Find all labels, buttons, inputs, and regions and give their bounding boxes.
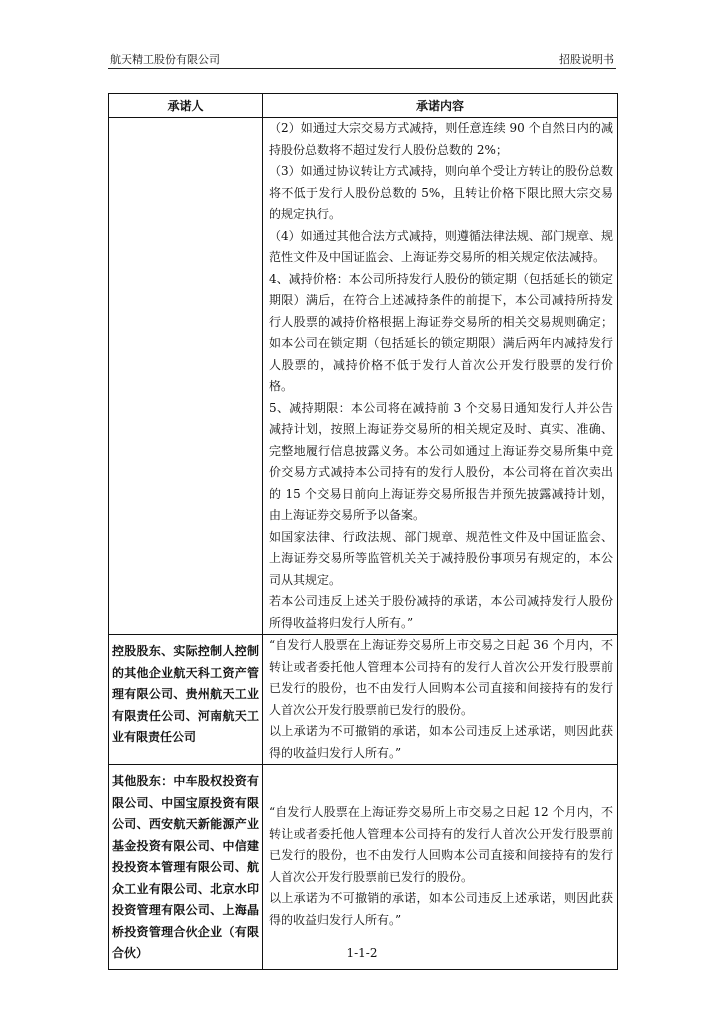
commitment-paragraph: 以上承诺为不可撤销的承诺，如本公司违反上述承诺，则因此获得的收益归发行人所有。”: [269, 891, 613, 927]
content-cell: [263, 118, 618, 635]
commitment-paragraph: 5、减持期限：本公司将在减持前 3 个交易日通知发行人并公告减持计划，按照上海证券交易所的相关规定及时、真实、准确、完整地履行信息披露义务。本公司如通过上海证券交易所集中竞价交易方式减持本公司持有的发行人股份，本公司将在首次卖出的 15 个交易日前向上海证券交易所报告并预先披露减持计划，由上海证券交易所予以备案。: [269, 400, 613, 522]
table-row: [109, 118, 618, 635]
party-cell: 其他股东：中车股权投资有限公司、中国宝原投资有限公司、西安航天新能源产业基金投资有限公司、中信建投投资本管理有限公司、航众工业有限公司、北京水印投资管理有限公司、上海晶桥投资管理合伙企业（有限合伙）: [109, 765, 263, 970]
page-number: 1-1-2: [346, 946, 378, 960]
commitment-paragraph: 以上承诺为不可撤销的承诺，如本公司违反上述承诺，则因此获得的收益归发行人所有。”: [269, 724, 613, 760]
content-cell: [263, 635, 618, 765]
commitment-paragraph: （3）如通过协议转让方式减持，则向单个受让方转让的股份总数将不低于发行人股份总数的 5%，且转让价格下限比照大宗交易的规定执行。: [269, 164, 613, 221]
party-cell: 控股股东、实际控制人控制的其他企业航天科工资产管理有限公司、贵州航天工业有限责任公司、河南航天工业有限责任公司: [109, 635, 263, 765]
company-name: 航天精工股份有限公司: [110, 53, 220, 66]
commitment-paragraph: “自发行人股票在上海证券交易所上市交易之日起 12 个月内，不转让或者委托他人管理本公司持有的发行人首次公开发行股票前已发行的股份，也不由发行人回购本公司直接和间接持有的发行人首次公开发行股票前已发行的股份。: [269, 805, 613, 884]
commitment-paragraph: 4、减持价格：本公司所持发行人股份的锁定期（包括延长的锁定期限）满后，在符合上述减持条件的前提下，本公司减持所持发行人股票的减持价格根据上海证券交易所的相关交易规则确定；如本公司在锁定期（包括延长的锁定期限）满后两年内减持发行人股票的，减持价格不低于发行人首次公开发行股票的发行价格。: [269, 271, 613, 393]
table-header-row: [109, 94, 618, 118]
table-row: [109, 635, 618, 765]
commitment-paragraph: “自发行人股票在上海证券交易所上市交易之日起 36 个月内，不转让或者委托他人管理本公司持有的发行人首次公开发行股票前已发行的股份，也不由发行人回购本公司直接和间接持有的发行人首次公开发行股票前已发行的股份。: [269, 638, 613, 717]
table-row: [109, 765, 618, 970]
commitment-paragraph: （2）如通过大宗交易方式减持，则任意连续 90 个自然日内的减持股份总数将不超过发行人股份总数的 2%；: [269, 121, 613, 157]
column-header-content: 承诺内容: [263, 94, 618, 118]
page-header: [108, 48, 616, 69]
content-cell: [263, 765, 618, 970]
commitment-paragraph: 若本公司违反上述关于股份减持的承诺，本公司减持发行人股份所得收益将归发行人所有。”: [269, 594, 613, 630]
commitment-table: [108, 93, 618, 970]
column-header-party: 承诺人: [109, 94, 263, 118]
document-type: 招股说明书: [559, 53, 614, 66]
commitment-paragraph: 如国家法律、行政法规、部门规章、规范性文件及中国证监会、上海证券交易所等监管机关关于减持股份事项另有规定的，本公司从其规定。: [269, 529, 613, 587]
commitment-paragraph: （4）如通过其他合法方式减持，则遵循法律法规、部门规章、规范性文件及中国证监会、上海证券交易所的相关规定依法减持。: [269, 228, 613, 264]
party-cell: [109, 118, 263, 635]
